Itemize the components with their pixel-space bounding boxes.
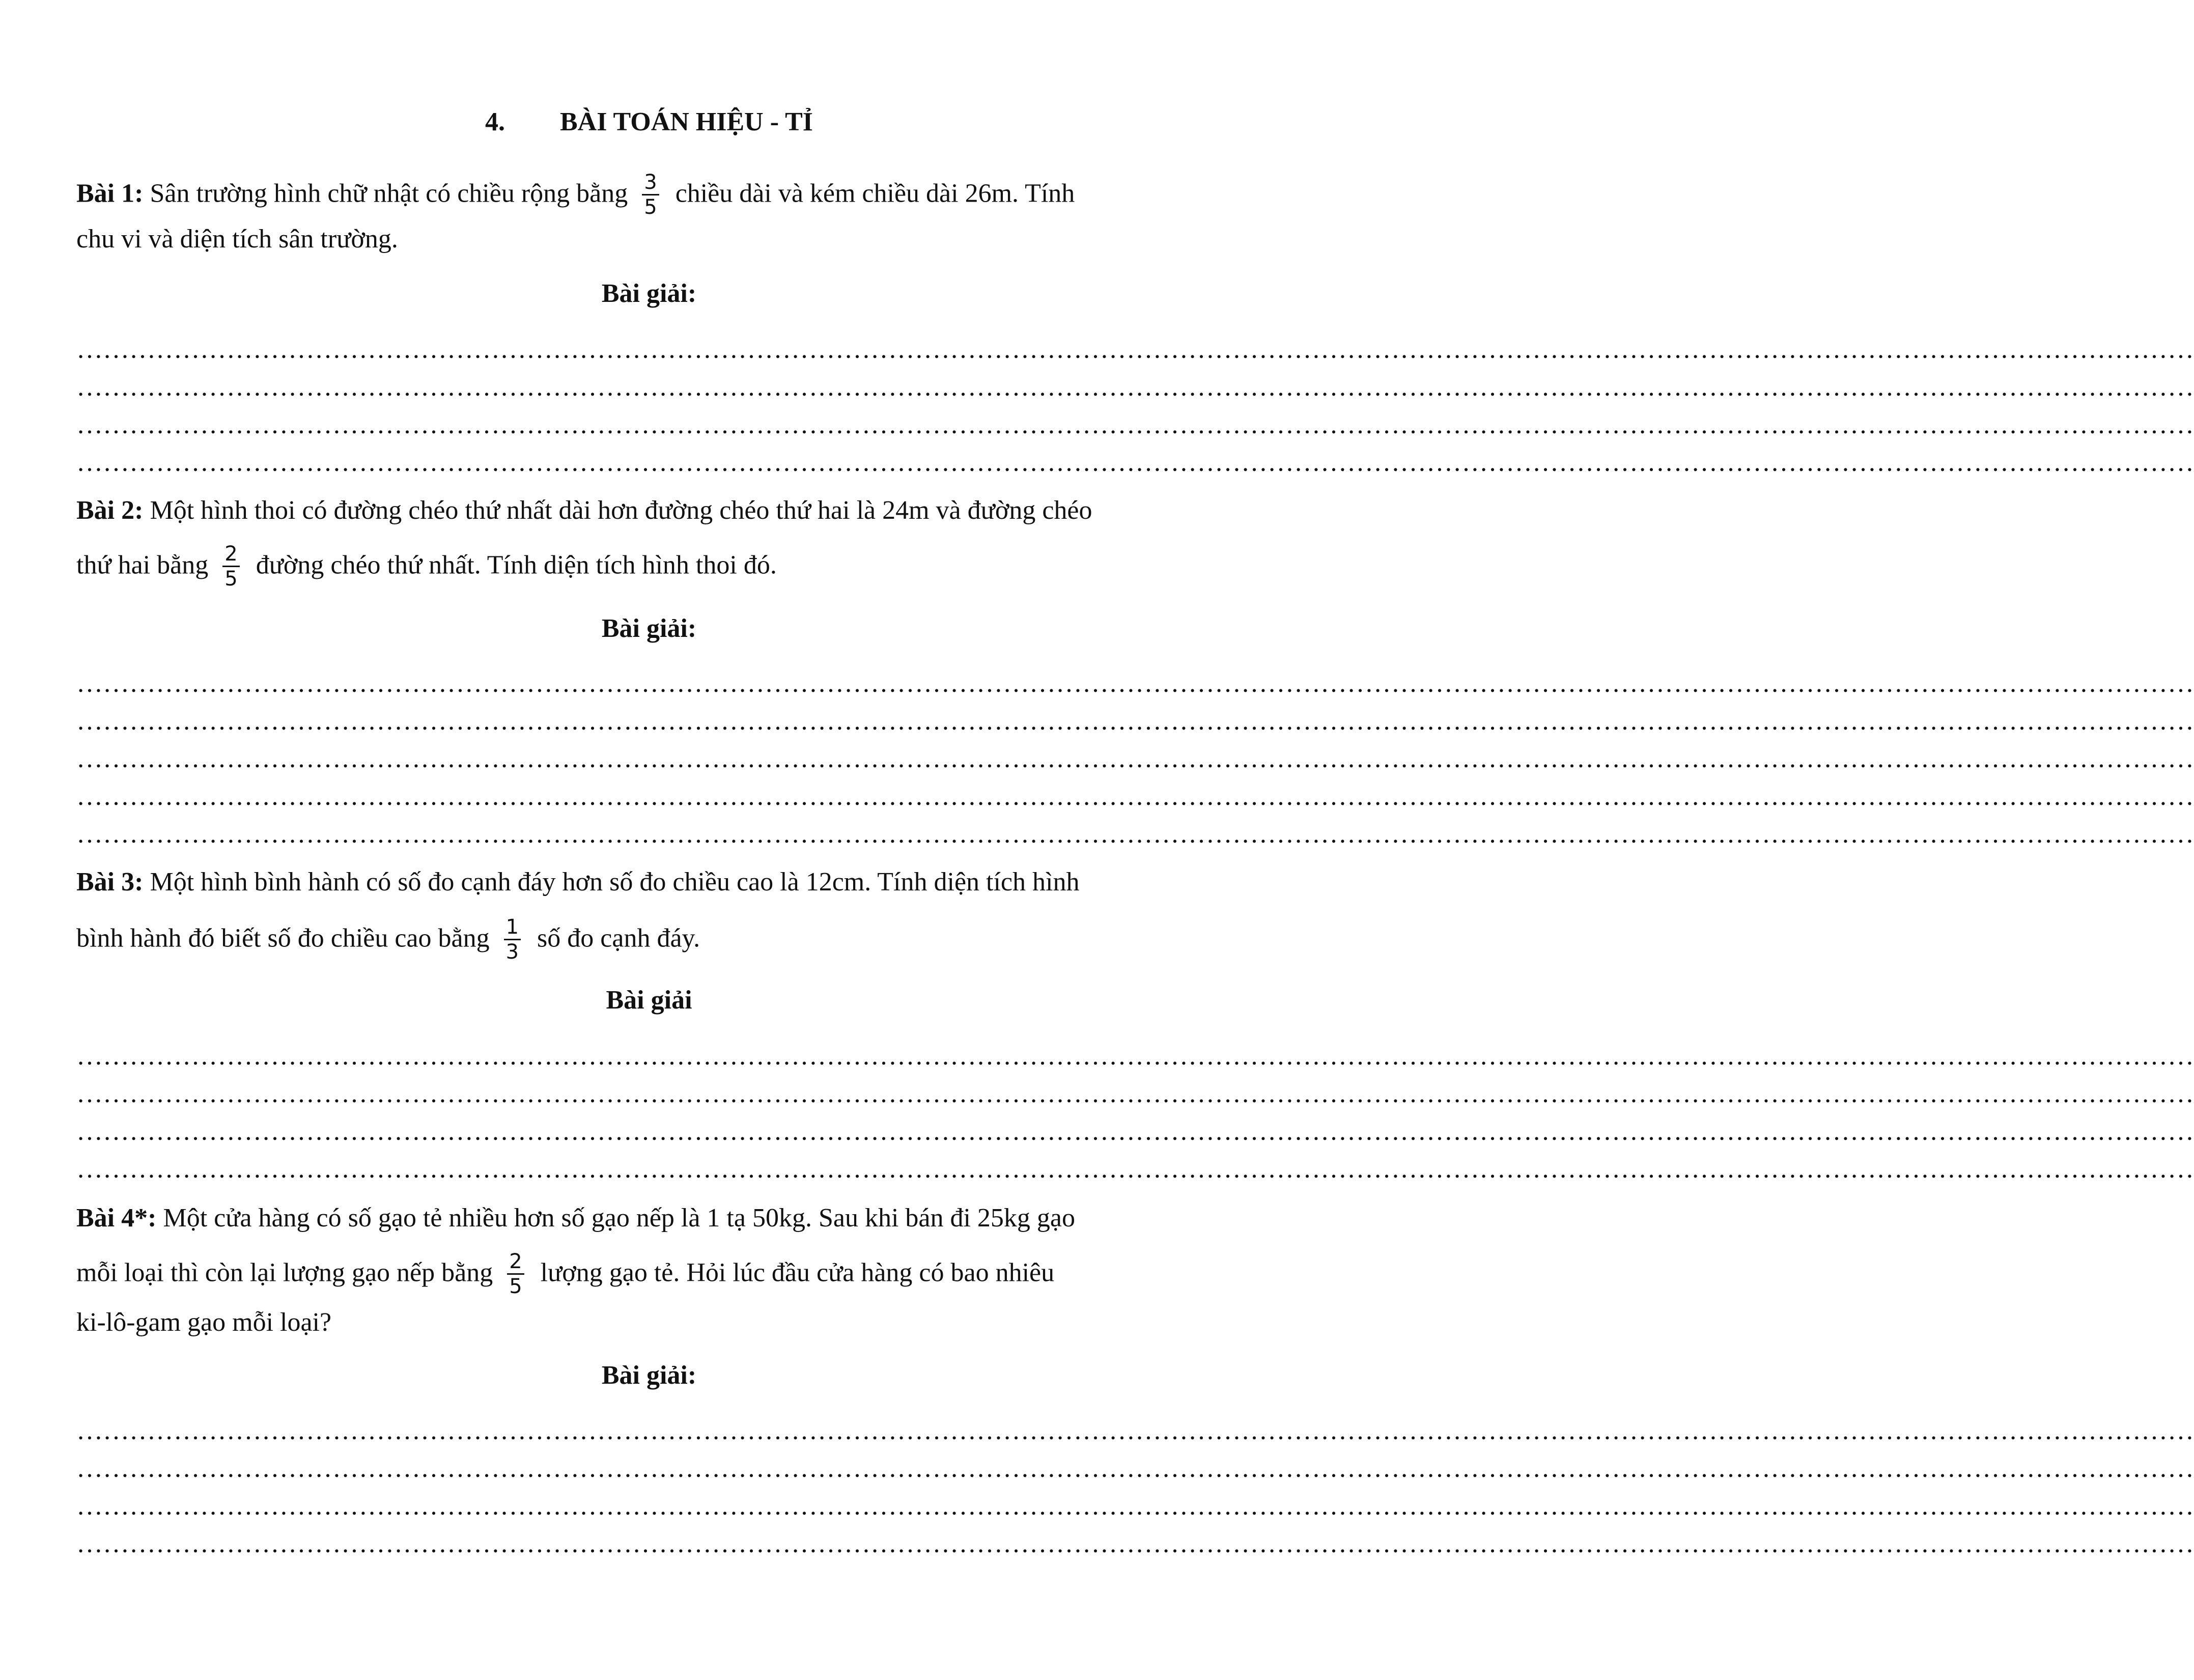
problem-2-line-1 [76,493,1092,528]
section-heading [0,104,1298,140]
problem-3-fraction [504,915,521,964]
problem-1-line-1 [76,172,1075,220]
problem-4-solution-label: Bài giải: [601,1361,697,1390]
fraction-denominator: 3 [505,940,519,964]
problem-3-line-1 [76,864,1079,900]
problem-3-text: Một hình bình hành có số đo cạnh đáy hơn số đo chiều cao là 12cm. Tính diện tích hình [143,867,1080,897]
answer-line[interactable]: …………………………………………………………………………………………………………………………………………………………………………………………………………………… [76,1416,2194,1445]
problem-3-text-before-fraction: bình hành đó biết số đo chiều cao bằng [76,923,490,953]
problem-4-text-before-fraction: mỗi loại thì còn lại lượng gạo nếp bằng [76,1258,493,1287]
problem-1-fraction [642,171,659,219]
fraction-denominator: 5 [224,567,238,591]
problem-4-text-after-fraction: lượng gạo tẻ. Hỏi lúc đầu cửa hàng có bao nhiêu [540,1258,1055,1287]
problem-4-line-3: ki-lô-gam gạo mỗi loại? [76,1308,332,1337]
answer-line[interactable]: …………………………………………………………………………………………………………………………………………………………………………………………………………………… [76,1155,2194,1184]
problem-3-label: Bài 3: [76,867,144,897]
fraction-numerator: 3 [642,171,659,195]
problem-2-fraction [222,542,239,591]
answer-line[interactable]: …………………………………………………………………………………………………………………………………………………………………………………………………………………… [76,707,2194,736]
problem-2-text-before-fraction: thứ hai bằng [76,550,209,580]
answer-line[interactable]: …………………………………………………………………………………………………………………………………………………………………………………………………………………… [76,782,2194,811]
problem-4-fraction [507,1250,524,1298]
fraction-denominator: 5 [509,1275,522,1298]
answer-line[interactable]: …………………………………………………………………………………………………………………………………………………………………………………………………………………… [76,1117,2194,1146]
fraction-numerator: 2 [507,1250,524,1275]
answer-line[interactable]: …………………………………………………………………………………………………………………………………………………………………………………………………………………… [76,410,2194,439]
section-title: BÀI TOÁN HIỆU - TỈ [559,107,813,136]
answer-line[interactable]: …………………………………………………………………………………………………………………………………………………………………………………………………………………… [76,1042,2194,1071]
answer-line[interactable]: …………………………………………………………………………………………………………………………………………………………………………………………………………………… [76,669,2194,698]
problem-1-solution-label: Bài giải: [601,279,697,308]
problem-1-line-2: chu vi và diện tích sân trường. [76,225,398,254]
problem-1-label: Bài 1: [76,179,144,208]
answer-line[interactable]: …………………………………………………………………………………………………………………………………………………………………………………………………………………… [76,744,2194,773]
problem-4-line-2 [76,1251,1054,1299]
answer-line[interactable]: …………………………………………………………………………………………………………………………………………………………………………………………………………………… [76,1454,2194,1483]
problem-2-text-after-fraction: đường chéo thứ nhất. Tính diện tích hình thoi đó. [256,550,777,580]
problem-3-solution-label: Bài giải [606,986,692,1015]
answer-line[interactable]: …………………………………………………………………………………………………………………………………………………………………………………………………………………… [76,1529,2194,1558]
problem-2-text: Một hình thoi có đường chéo thứ nhất dài hơn đường chéo thứ hai là 24m và đường chéo [143,496,1092,525]
answer-line[interactable]: …………………………………………………………………………………………………………………………………………………………………………………………………………………… [76,335,2194,364]
answer-line[interactable]: …………………………………………………………………………………………………………………………………………………………………………………………………………………… [76,373,2194,402]
problem-3-line-2 [76,916,700,965]
problem-1-text-before-fraction: Sân trường hình chữ nhật có chiều rộng bằng [143,179,628,208]
fraction-denominator: 5 [644,195,657,219]
answer-line[interactable]: …………………………………………………………………………………………………………………………………………………………………………………………………………………… [76,820,2194,849]
answer-line[interactable]: …………………………………………………………………………………………………………………………………………………………………………………………………………………… [76,448,2194,477]
problem-4-label: Bài 4*: [76,1203,157,1233]
fraction-numerator: 2 [222,542,239,567]
answer-line[interactable]: …………………………………………………………………………………………………………………………………………………………………………………………………………………… [76,1079,2194,1108]
problem-4-line-1 [76,1200,1075,1236]
problem-4-text: Một cửa hàng có số gạo tẻ nhiều hơn số gạo nếp là 1 tạ 50kg. Sau khi bán đi 25kg gạo [156,1203,1076,1233]
answer-line[interactable]: …………………………………………………………………………………………………………………………………………………………………………………………………………………… [76,1492,2194,1521]
problem-1-text-after-fraction: chiều dài và kém chiều dài 26m. Tính [675,179,1075,208]
problem-2-label: Bài 2: [76,496,144,525]
problem-3-text-after-fraction: số đo cạnh đáy. [537,923,700,953]
section-number: 4. [485,107,505,136]
fraction-numerator: 1 [504,915,521,940]
problem-2-solution-label: Bài giải: [601,614,697,643]
problem-2-line-2 [76,543,777,592]
